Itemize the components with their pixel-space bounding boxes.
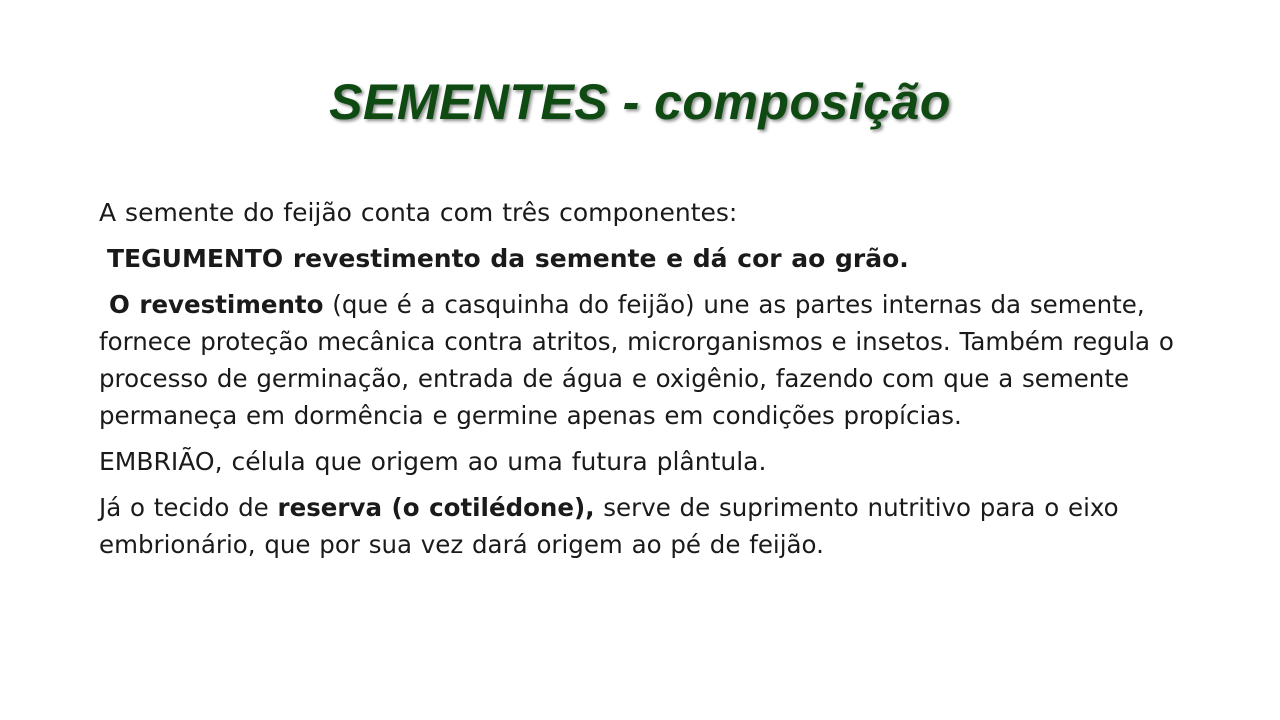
embriao-paragraph: EMBRIÃO, célula que origem ao uma futura plântula. <box>99 447 767 476</box>
tegumento-paragraph: TEGUMENTO revestimento da semente e dá cor ao grão. <box>107 244 909 273</box>
revestimento-lead: O revestimento <box>109 290 324 319</box>
reserva-post-text: serve de suprimento nutritivo para o eixo embrionário, que por sua vez dará origem ao pé de feijão. <box>99 493 1119 559</box>
reserva-pre-text: Já o tecido de <box>99 493 278 522</box>
revestimento-text: (que é a casquinha do feijão) une as partes internas da semente, fornece proteção mecânica contra atritos, microrganismos e insetos. Também regula o processo de germinação, entrada de água e oxigênio, fazendo com que a semente permaneça em dormência e germine apenas em condições propícias. <box>99 290 1174 430</box>
slide-body <box>99 194 1199 563</box>
slide-title: SEMENTES - composição <box>329 74 951 130</box>
reserva-paragraph <box>99 489 1189 563</box>
revestimento-paragraph <box>99 286 1189 434</box>
intro-paragraph: A semente do feijão conta com três componentes: <box>99 198 738 227</box>
reserva-bold-text: reserva (o cotilédone), <box>277 493 595 522</box>
